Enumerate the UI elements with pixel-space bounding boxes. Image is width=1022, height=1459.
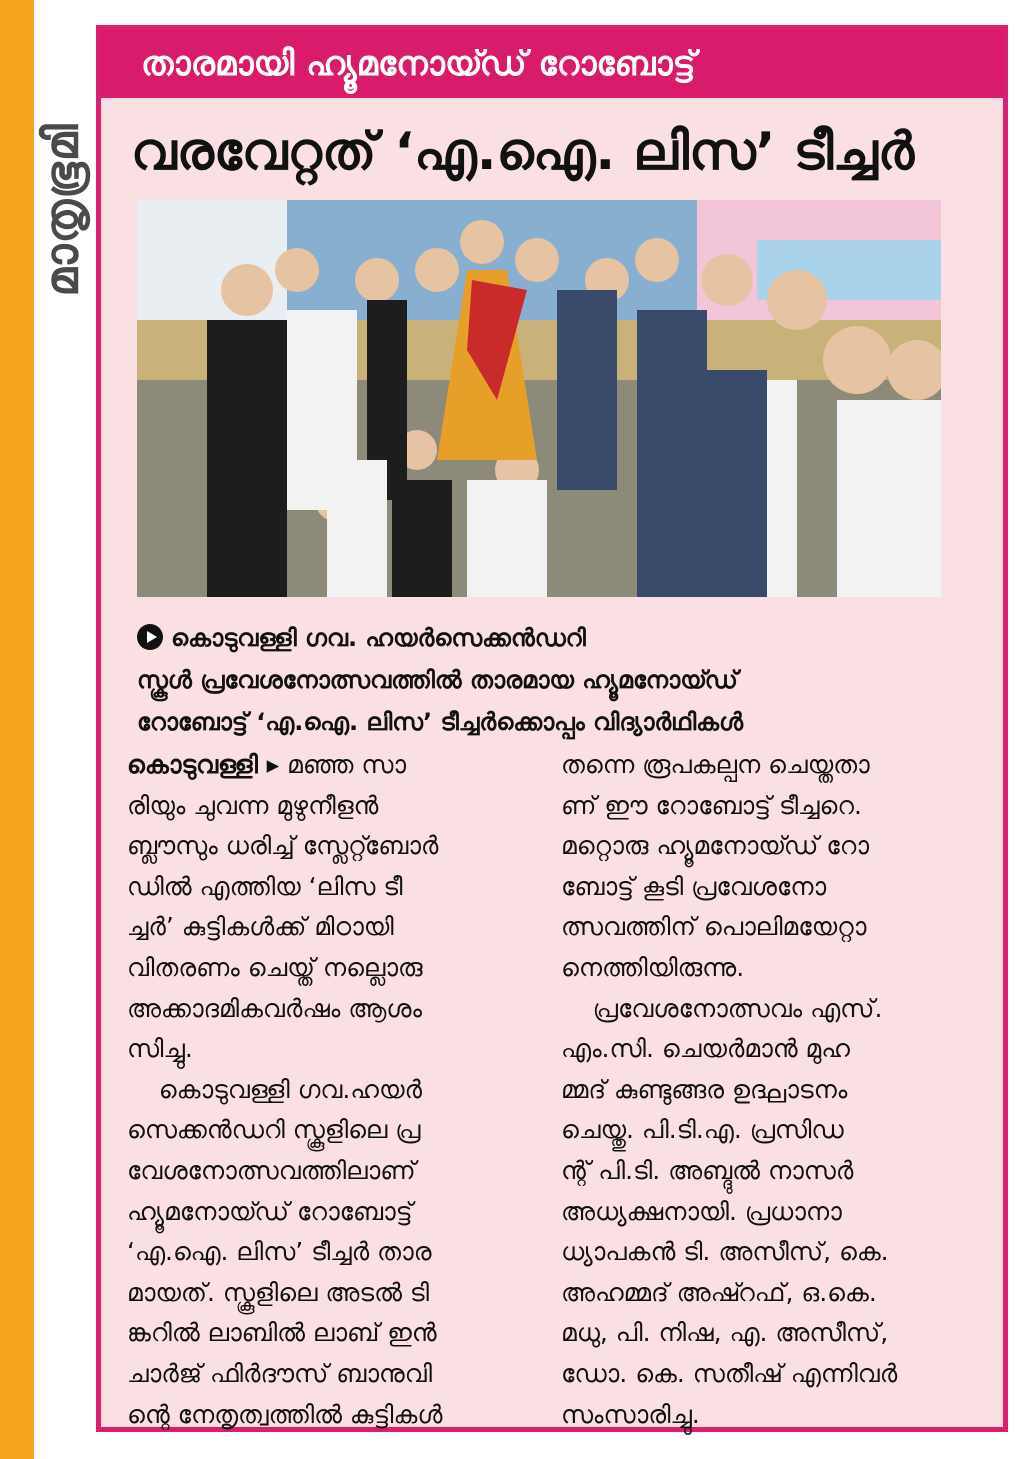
photo-caption	[137, 617, 937, 743]
news-photo	[137, 200, 941, 597]
page-edge-strip	[0, 0, 34, 1459]
article-column-left	[127, 745, 515, 1435]
article-line: ന്റ് പി.ടി. അബ്ദുൽ നാസർ	[561, 1155, 854, 1185]
newspaper-name-text: മാതൃഭൂമി	[35, 123, 90, 297]
article-line: മധു, പി. നിഷ, എ. അസീസ്,	[561, 1318, 889, 1348]
article-line: ണ് ഈ റോബോട്ട് ടീച്ചറെ.	[561, 790, 862, 820]
article-line: ങ്കറിൽ ലാബിൽ ലാബ് ഇൻ	[127, 1318, 437, 1348]
article-line: ത്സവത്തിന് പൊലിമയേറ്റാ	[561, 912, 867, 942]
article-line: ചാർജ് ഫിർദൗസ് ബാനുവി	[127, 1358, 433, 1388]
article-column-right	[561, 745, 949, 1435]
article-line: മ്മദ് കുണ്ടുങ്ങര ഉദ്ഘാടനം	[561, 1074, 848, 1104]
article-line: സംസാരിച്ചു.	[561, 1399, 700, 1429]
article-line: ബോട്ട് കൂടി പ്രവേശനോ	[561, 871, 827, 901]
caption-line: സ്കൂൾ പ്രവേശനോത്സവത്തിൽ താരമായ ഹ്യൂമനോയ്ഡ്	[137, 666, 738, 694]
article-line: പ്രവേശനോത്സവം എസ്.	[561, 993, 883, 1023]
article-line: കൊടുവള്ളി ഗവ.ഹയർ	[127, 1074, 423, 1104]
caption-line-text: കൊടുവള്ളി ഗവ. ഹയർസെക്കൻഡറി	[171, 624, 586, 652]
article-line: അഹമ്മദ് അഷ്റഫ്, ഒ.കെ.	[561, 1277, 877, 1307]
article-line: ‘എ.ഐ. ലിസ’ ടീച്ചർ താര	[127, 1237, 432, 1267]
article-line: ചെയ്തു. പി.ടി.എ. പ്രസിഡ	[561, 1115, 844, 1145]
article-line	[127, 745, 515, 786]
kicker-text: താരമായി ഹ്യൂമനോയ്ഡ് റോബോട്ട്	[141, 44, 696, 84]
article-line: അധ്യക്ഷനായി. പ്രധാനാ	[561, 1196, 842, 1226]
article-line: വേശനോത്സവത്തിലാണ്	[127, 1155, 416, 1185]
article-line: ച്ചർ’ കുട്ടികൾക്ക് മിഠായി	[127, 912, 394, 942]
article-line: എം.സി. ചെയർമാൻ മുഹ	[561, 1034, 850, 1064]
article-line: ഡോ. കെ. സതീഷ് എന്നിവർ	[561, 1358, 898, 1388]
caption-line	[137, 617, 937, 659]
news-clipping	[96, 25, 1008, 1432]
kicker-banner	[101, 30, 1003, 98]
play-icon	[137, 624, 163, 650]
article-line: രിയും ചുവന്ന മുഴുനീളൻ	[127, 790, 379, 820]
article-line: അക്കാദമികവർഷം ആശം	[127, 993, 422, 1023]
caption-line: റോബോട്ട് ‘എ.ഐ. ലിസ’ ടീച്ചർക്കൊപ്പം വിദ്യാർഥികൾ	[137, 708, 744, 736]
article-line: ഡിൽ എത്തിയ ‘ലിസ ടീ	[127, 871, 403, 901]
article-line: തന്നെ രൂപകല്പന ചെയ്തതാ	[561, 750, 870, 779]
dateline: കൊടുവള്ളി ▸	[127, 750, 280, 779]
article-line: മായത്. സ്കൂളിലെ അടൽ ടി	[127, 1277, 430, 1307]
article-line: വിതരണം ചെയ്ത് നല്ലൊരു	[127, 952, 423, 982]
article-line: മറ്റൊരു ഹ്യൂമനോയ്ഡ് റോ	[561, 831, 869, 861]
photo-illustration	[137, 200, 941, 597]
article-line: ധ്യാപകൻ ടി. അസീസ്, കെ.	[561, 1237, 889, 1267]
article-line: ന്റെ നേതൃത്വത്തിൽ കുട്ടികൾ	[127, 1399, 443, 1429]
headline: വരവേറ്റത് ‘എ.ഐ. ലിസ’ ടീച്ചർ	[131, 121, 915, 182]
article-line: സെക്കൻഡറി സ്കൂളിലെ പ്ര	[127, 1115, 421, 1145]
article-line: നെത്തിയിരുന്നു.	[561, 952, 745, 982]
article-line-text: മഞ്ഞ സാ	[287, 750, 407, 779]
newspaper-name	[36, 0, 90, 420]
article-line: ബ്ലൗസും ധരിച്ച് സ്ലേറ്റ്ബോർ	[127, 831, 439, 861]
article-line: സിച്ചു.	[127, 1034, 193, 1064]
article-line: ഹ്യൂമനോയ്ഡ് റോബോട്ട്	[127, 1196, 413, 1226]
